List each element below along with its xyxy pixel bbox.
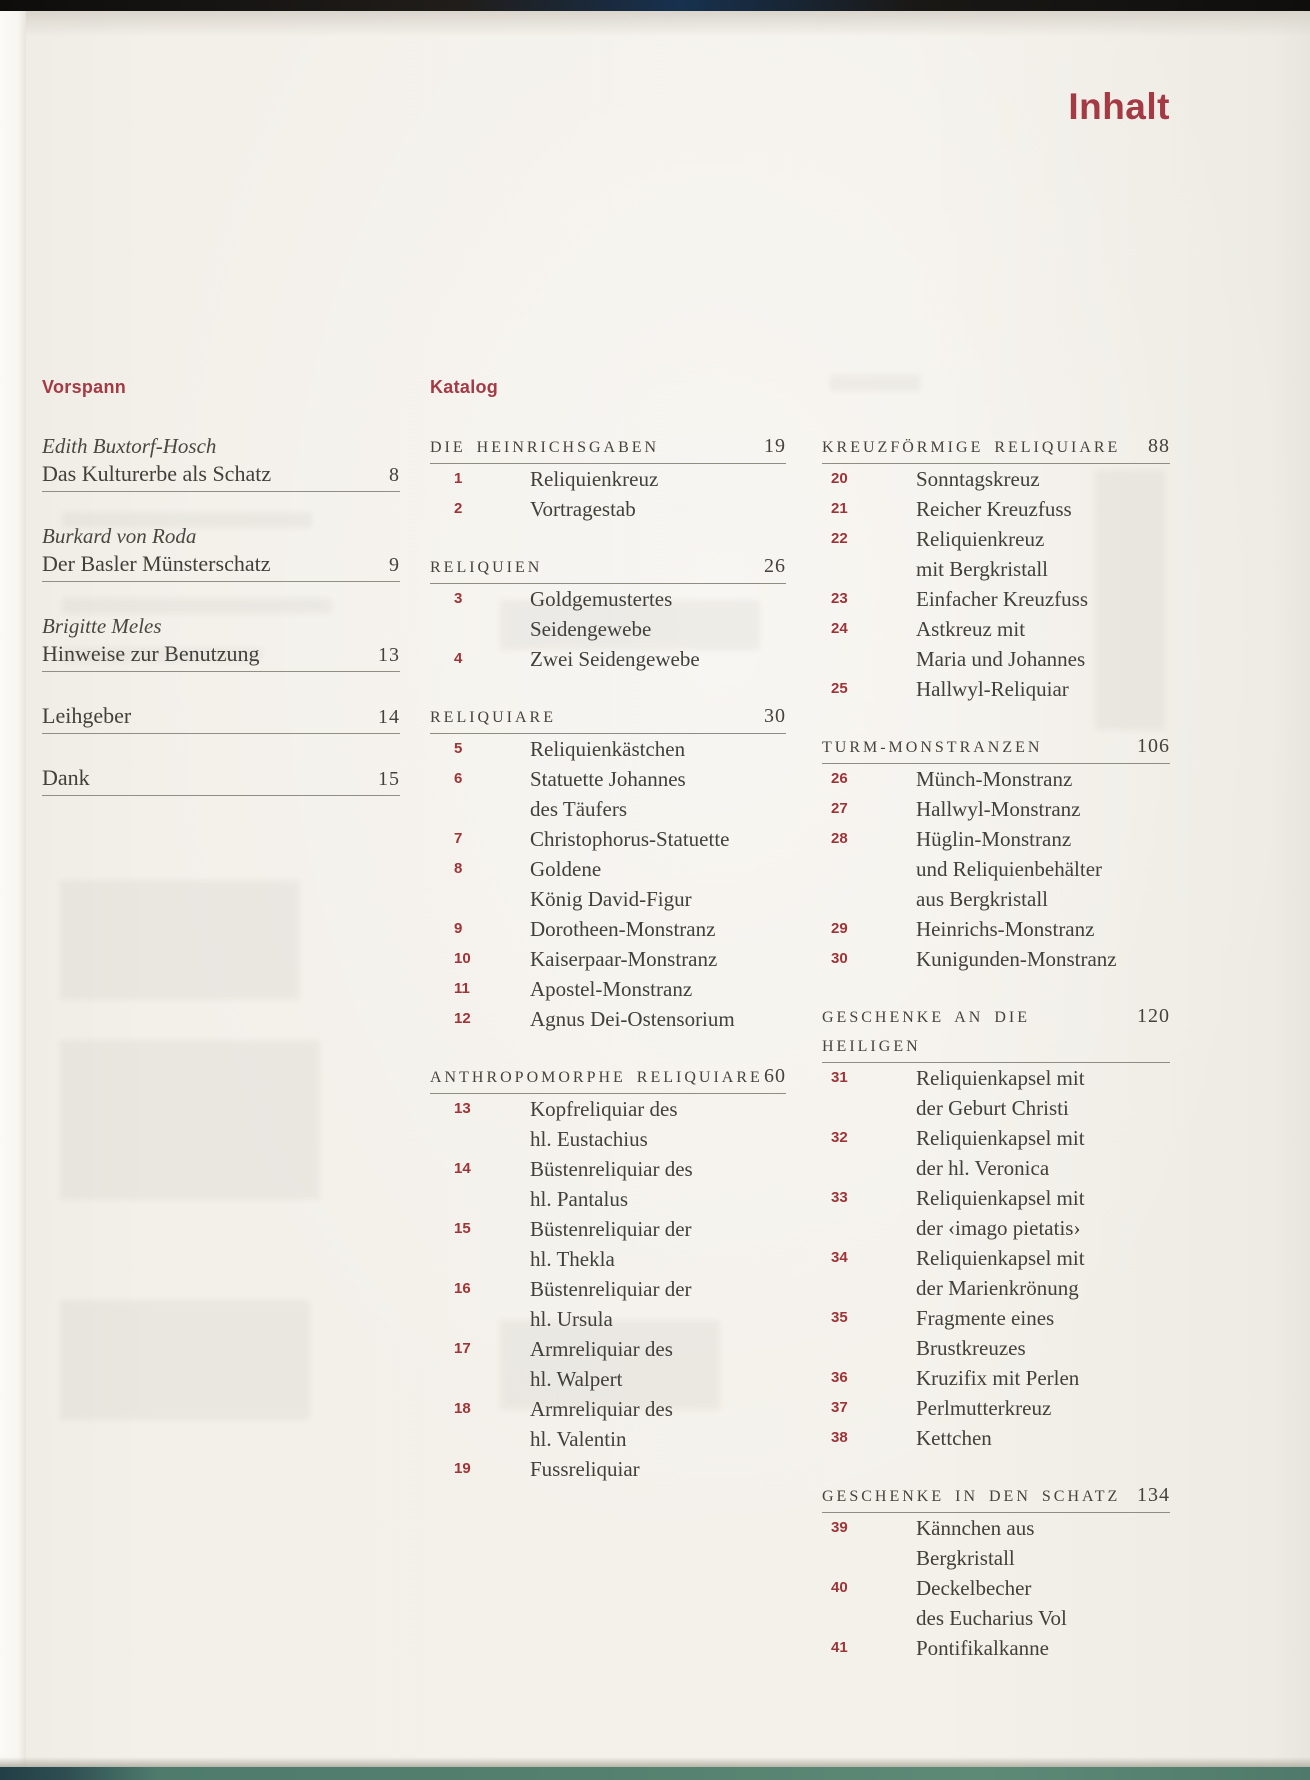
item-title-line: der hl. Veronica [916, 1156, 1050, 1180]
item-title [530, 584, 786, 644]
item-title [530, 1094, 786, 1154]
item-number: 37 [831, 1399, 848, 1416]
toc-section [430, 1062, 786, 1484]
item-title-line: Hallwyl-Monstranz [916, 797, 1081, 821]
item-title [530, 464, 786, 494]
item-number: 38 [831, 1429, 848, 1446]
item-title-line: Kännchen aus [916, 1516, 1035, 1540]
item-title-line: Büstenreliquiar des [530, 1157, 693, 1181]
entry-title-row [42, 640, 400, 672]
item-title [916, 1243, 1170, 1303]
item-title-line: Reliquienkapsel mit [916, 1126, 1085, 1150]
item-number: 8 [454, 860, 463, 877]
item-title [916, 914, 1170, 944]
item-title-line: Kruzifix mit Perlen [916, 1366, 1080, 1390]
item-title-line: hl. Valentin [530, 1427, 627, 1451]
entry-title: Der Basler Münsterschatz [42, 551, 271, 576]
item-number: 23 [831, 590, 848, 607]
item-title [916, 1633, 1170, 1663]
item-title [916, 764, 1170, 794]
katalog-section-list-1 [430, 432, 786, 1484]
item-number: 24 [831, 620, 848, 637]
item-title [916, 1123, 1170, 1183]
catalog-item [430, 584, 786, 644]
entry-title: Dank [42, 765, 90, 790]
catalog-item [430, 854, 786, 914]
vorspann-column [42, 372, 400, 826]
section-title: KREUZFÖRMIGE RELIQUIARE [822, 439, 1121, 456]
section-page-number: 88 [1148, 435, 1170, 457]
catalog-item [430, 1394, 786, 1454]
item-title [530, 824, 786, 854]
item-number: 34 [831, 1249, 848, 1266]
item-title-line: Hallwyl-Reliquiar [916, 677, 1069, 701]
item-number: 4 [454, 650, 463, 667]
item-title [916, 1303, 1170, 1363]
section-title: DIE HEINRICHSGABEN [430, 439, 660, 456]
catalog-item [822, 1363, 1170, 1393]
item-title-line: Statuette Johannes [530, 767, 686, 791]
section-header [822, 432, 1170, 464]
item-title-line: Fussreliquiar [530, 1457, 640, 1481]
catalog-item [822, 674, 1170, 704]
item-title [530, 1454, 786, 1484]
item-title-line: Apostel-Monstranz [530, 977, 693, 1001]
toc-section [430, 702, 786, 1034]
item-title-line: König David-Figur [530, 887, 692, 911]
entry-page-number: 15 [378, 768, 400, 790]
item-title-line: Armreliquiar des [530, 1337, 673, 1361]
item-title-line: Goldene [530, 857, 602, 881]
item-title-line: und Reliquienbehälter [916, 857, 1103, 881]
item-title [916, 614, 1170, 674]
section-title: RELIQUIEN [430, 559, 543, 576]
item-title-line: Büstenreliquiar der [530, 1277, 692, 1301]
item-title-line: Reliquienkreuz [916, 527, 1045, 551]
item-title [530, 914, 786, 944]
bleedthrough-smudge [60, 1040, 320, 1200]
item-title-line: Christophorus-Statuette [530, 827, 730, 851]
item-title-line: Hüglin-Monstranz [916, 827, 1072, 851]
item-number: 31 [831, 1069, 848, 1086]
item-number: 18 [454, 1400, 471, 1417]
scan-edge-bottom [0, 1767, 1310, 1780]
katalog-column-1 [430, 372, 786, 1512]
section-title: GESCHENKE IN DEN SCHATZ [822, 1488, 1121, 1505]
section-header [430, 1062, 786, 1094]
catalog-item [822, 1183, 1170, 1243]
section-title: TURM-MONSTRANZEN [822, 739, 1043, 756]
item-number: 39 [831, 1519, 848, 1536]
item-title-line: Dorotheen-Monstranz [530, 917, 716, 941]
toc-entry [42, 764, 400, 796]
item-number: 16 [454, 1280, 471, 1297]
item-title [916, 1183, 1170, 1243]
entry-author: Edith Buxtorf-Hosch [42, 434, 217, 458]
entry-title: Das Kulturerbe als Schatz [42, 461, 272, 486]
item-title-line: Maria und Johannes [916, 647, 1086, 671]
catalog-item [430, 1004, 786, 1034]
section-header [822, 1002, 1170, 1063]
item-title-line: Reliquienkreuz [530, 467, 659, 491]
item-title-line: Pontifikalkanne [916, 1636, 1049, 1660]
catalog-item [430, 764, 786, 824]
item-number: 13 [454, 1100, 471, 1117]
item-number: 25 [831, 680, 848, 697]
vorspann-entry-list [42, 432, 400, 796]
item-number: 9 [454, 920, 463, 937]
item-title-line: Reliquienkapsel mit [916, 1246, 1085, 1270]
item-title-line: Reliquienkästchen [530, 737, 686, 761]
bleedthrough-smudge [60, 880, 300, 1000]
item-title [916, 794, 1170, 824]
item-title-line: der ‹imago pietatis› [916, 1216, 1081, 1240]
catalog-item [822, 1393, 1170, 1423]
catalog-item [822, 944, 1170, 974]
toc-section [822, 1481, 1170, 1663]
item-number: 1 [454, 470, 463, 487]
catalog-item [822, 824, 1170, 914]
toc-section [430, 552, 786, 674]
item-title [530, 494, 786, 524]
catalog-item [430, 1154, 786, 1214]
item-title-line: Münch-Monstranz [916, 767, 1073, 791]
item-number: 21 [831, 500, 848, 517]
item-title-line: Sonntagskreuz [916, 467, 1040, 491]
item-title-line: Bergkristall [916, 1546, 1015, 1570]
catalog-item [822, 1243, 1170, 1303]
item-number: 35 [831, 1309, 848, 1326]
item-title [916, 524, 1170, 584]
entry-title: Hinweise zur Benutzung [42, 641, 260, 666]
item-number: 40 [831, 1579, 848, 1596]
scan-edge-top-shadow [0, 11, 1310, 37]
item-title-line: hl. Pantalus [530, 1187, 628, 1211]
item-title [530, 734, 786, 764]
scan-edge-bottom-shadow [0, 1757, 1310, 1767]
item-title-line: Deckelbecher [916, 1576, 1032, 1600]
item-title [530, 1004, 786, 1034]
item-title-line: Seidengewebe [530, 617, 652, 641]
entry-page-number: 8 [389, 464, 400, 486]
catalog-item [822, 494, 1170, 524]
item-title-line: Kettchen [916, 1426, 992, 1450]
toc-entry [42, 612, 400, 672]
catalog-item [430, 1274, 786, 1334]
item-title-line: Reliquienkapsel mit [916, 1066, 1085, 1090]
item-title [916, 1363, 1170, 1393]
item-number: 19 [454, 1460, 471, 1477]
item-title [530, 764, 786, 824]
section-title: GESCHENKE AN DIE HEILIGEN [822, 1009, 1030, 1055]
scan-edge-left [0, 11, 26, 1780]
item-title-line: aus Bergkristall [916, 887, 1049, 911]
item-title [530, 974, 786, 1004]
catalog-item [430, 974, 786, 1004]
item-title-line: Zwei Seidengewebe [530, 647, 700, 671]
item-number: 26 [831, 770, 848, 787]
item-number: 17 [454, 1340, 471, 1357]
item-title-line: mit Bergkristall [916, 557, 1049, 581]
item-number: 3 [454, 590, 463, 607]
catalog-item [822, 1123, 1170, 1183]
item-number: 27 [831, 800, 848, 817]
item-number: 6 [454, 770, 463, 787]
item-title-line: Einfacher Kreuzfuss [916, 587, 1088, 611]
item-title [530, 854, 786, 914]
item-title-line: hl. Eustachius [530, 1127, 648, 1151]
item-number: 14 [454, 1160, 471, 1177]
item-title-line: Goldgemustertes [530, 587, 673, 611]
item-title [530, 1394, 786, 1454]
section-header [822, 732, 1170, 764]
item-number: 22 [831, 530, 848, 547]
scan-edge-top [0, 0, 1310, 11]
catalog-item [822, 1513, 1170, 1573]
catalog-item [430, 464, 786, 494]
item-title [916, 824, 1170, 914]
entry-title-row [42, 702, 400, 734]
entry-page-number: 13 [378, 644, 400, 666]
item-number: 28 [831, 830, 848, 847]
item-title-line: der Geburt Christi [916, 1096, 1069, 1120]
catalog-item [822, 764, 1170, 794]
entry-title-row [42, 764, 400, 796]
item-title [916, 1513, 1170, 1573]
section-header [430, 552, 786, 584]
catalog-item [822, 1633, 1170, 1663]
toc-section [822, 432, 1170, 704]
item-title-line: Armreliquiar des [530, 1397, 673, 1421]
catalog-item [430, 734, 786, 764]
section-page-number: 26 [764, 555, 786, 577]
item-title [916, 944, 1170, 974]
section-page-number: 120 [1137, 1005, 1170, 1027]
item-number: 33 [831, 1189, 848, 1206]
section-page-number: 30 [764, 705, 786, 727]
item-number: 29 [831, 920, 848, 937]
item-title-line: Agnus Dei-Ostensorium [530, 1007, 735, 1031]
item-number: 30 [831, 950, 848, 967]
toc-entry [42, 522, 400, 582]
toc-section [822, 732, 1170, 974]
item-title-line: Brustkreuzes [916, 1336, 1026, 1360]
item-title [916, 1063, 1170, 1123]
catalog-item [822, 584, 1170, 614]
item-number: 7 [454, 830, 463, 847]
catalog-item [430, 644, 786, 674]
section-page-number: 60 [764, 1065, 786, 1087]
page-title: Inhalt [1068, 86, 1170, 127]
item-number: 41 [831, 1639, 848, 1656]
item-number: 5 [454, 740, 463, 757]
catalog-item [430, 824, 786, 854]
entry-author: Burkard von Roda [42, 524, 197, 548]
item-title [916, 674, 1170, 704]
catalog-item [822, 1423, 1170, 1453]
item-title [530, 1214, 786, 1274]
section-title: RELIQUIARE [430, 709, 556, 726]
section-page-number: 19 [764, 435, 786, 457]
catalog-item [430, 494, 786, 524]
catalog-item [430, 1214, 786, 1274]
item-number: 32 [831, 1129, 848, 1146]
item-title [916, 1573, 1170, 1633]
catalog-item [430, 914, 786, 944]
entry-page-number: 14 [378, 706, 400, 728]
item-number: 2 [454, 500, 463, 517]
katalog-heading: Katalog [430, 377, 499, 397]
item-title [530, 1334, 786, 1394]
toc-section [822, 1002, 1170, 1453]
catalog-item [822, 794, 1170, 824]
item-title-line: Reicher Kreuzfuss [916, 497, 1072, 521]
section-header [430, 432, 786, 464]
item-title [916, 1393, 1170, 1423]
section-page-number: 106 [1137, 735, 1170, 757]
item-title-line: Fragmente eines [916, 1306, 1055, 1330]
item-title-line: Vortragestab [530, 497, 636, 521]
toc-section [430, 432, 786, 524]
entry-author: Brigitte Meles [42, 614, 162, 638]
entry-page-number: 9 [389, 554, 400, 576]
catalog-item [822, 1303, 1170, 1363]
item-title-line: des Eucharius Vol [916, 1606, 1067, 1630]
bleedthrough-smudge [830, 375, 920, 391]
catalog-item [430, 1094, 786, 1154]
catalog-item [822, 614, 1170, 674]
item-number: 10 [454, 950, 471, 967]
item-title-line: hl. Ursula [530, 1307, 613, 1331]
catalog-item [822, 914, 1170, 944]
item-number: 36 [831, 1369, 848, 1386]
katalog-section-list-2 [822, 432, 1170, 1663]
bleedthrough-smudge [60, 1300, 310, 1420]
item-title [916, 584, 1170, 614]
item-number: 20 [831, 470, 848, 487]
item-title-line: Büstenreliquiar der [530, 1217, 692, 1241]
vorspann-heading: Vorspann [42, 377, 127, 397]
entry-title-row [42, 550, 400, 582]
entry-title-row [42, 460, 400, 492]
katalog-column-2 [822, 432, 1170, 1691]
item-title-line: hl. Walpert [530, 1367, 623, 1391]
item-title-line: Reliquienkapsel mit [916, 1186, 1085, 1210]
item-title-line: Heinrichs-Monstranz [916, 917, 1095, 941]
catalog-item [822, 1063, 1170, 1123]
item-title-line: Kaiserpaar-Monstranz [530, 947, 718, 971]
item-title [530, 644, 786, 674]
catalog-item [822, 1573, 1170, 1633]
item-number: 12 [454, 1010, 471, 1027]
item-title-line: Perlmutterkreuz [916, 1396, 1052, 1420]
item-title [916, 1423, 1170, 1453]
entry-title: Leihgeber [42, 703, 132, 728]
item-title [530, 1274, 786, 1334]
item-number: 15 [454, 1220, 471, 1237]
catalog-item [430, 1454, 786, 1484]
toc-entry [42, 702, 400, 734]
section-page-number: 134 [1137, 1484, 1170, 1506]
item-title [530, 1154, 786, 1214]
item-number: 11 [454, 980, 470, 997]
toc-entry [42, 432, 400, 492]
catalog-item [822, 524, 1170, 584]
catalog-item [430, 1334, 786, 1394]
item-title-line: des Täufers [530, 797, 627, 821]
item-title [916, 494, 1170, 524]
item-title [530, 944, 786, 974]
catalog-item [430, 944, 786, 974]
section-header [822, 1481, 1170, 1513]
item-title [916, 464, 1170, 494]
item-title-line: der Marienkrönung [916, 1276, 1079, 1300]
item-title-line: hl. Thekla [530, 1247, 615, 1271]
item-title-line: Kunigunden-Monstranz [916, 947, 1117, 971]
item-title-line: Kopfreliquiar des [530, 1097, 678, 1121]
catalog-item [822, 464, 1170, 494]
section-header [430, 702, 786, 734]
item-title-line: Astkreuz mit [916, 617, 1026, 641]
section-title: ANTHROPOMORPHE RELIQUIARE [430, 1069, 763, 1086]
